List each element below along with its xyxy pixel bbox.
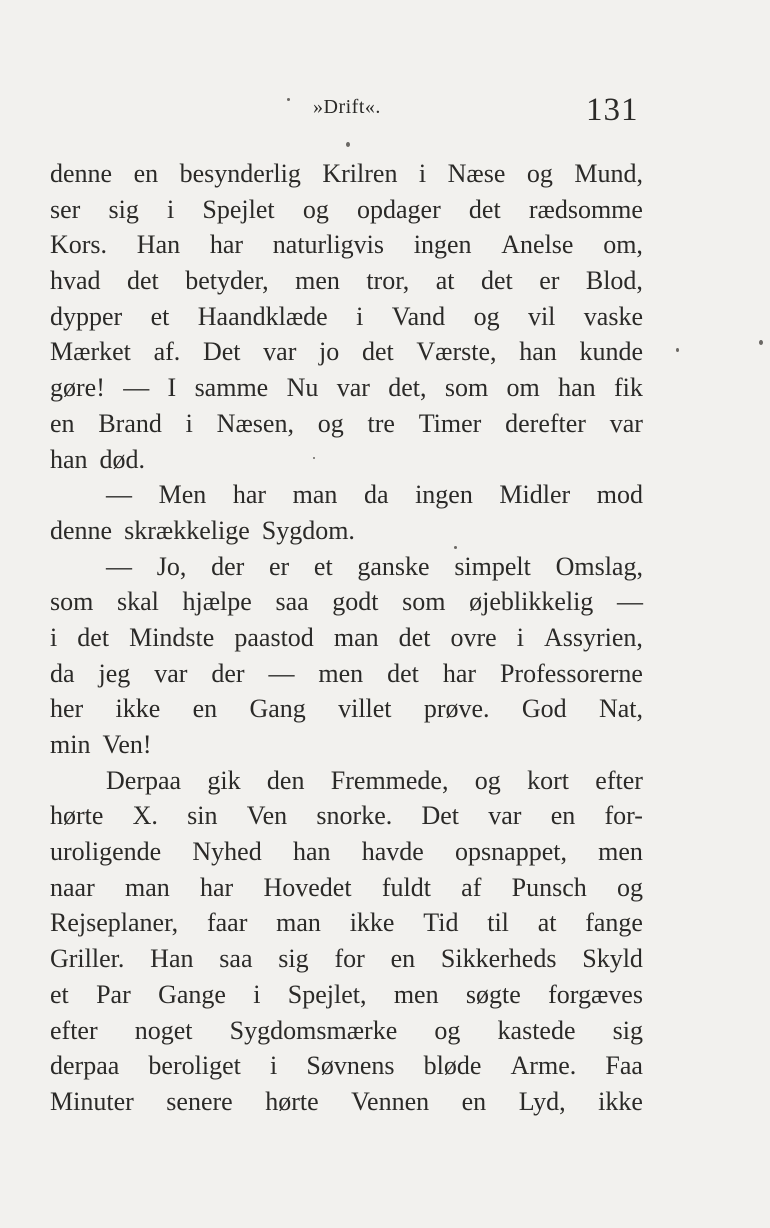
- word: senere: [166, 1086, 233, 1116]
- word: har: [442, 658, 477, 688]
- text-line: [50, 406, 643, 442]
- word: Omslag,: [555, 551, 643, 581]
- word: derpaa: [50, 1051, 120, 1081]
- word: betyder,: [185, 266, 269, 296]
- word: som: [444, 373, 489, 403]
- word: Det: [421, 801, 460, 831]
- word: der: [211, 551, 245, 581]
- word: Par: [96, 979, 131, 1009]
- text-line: [50, 263, 643, 299]
- word: ganske: [357, 551, 430, 581]
- word: man: [292, 480, 338, 510]
- word: til: [487, 908, 509, 938]
- word: han: [519, 337, 557, 367]
- word: samme: [194, 373, 269, 403]
- text-line: [50, 798, 643, 834]
- word: efter: [595, 765, 643, 795]
- word: Minuter: [50, 1086, 134, 1116]
- word: her: [50, 694, 84, 724]
- print-speck: [759, 340, 763, 345]
- word: fuldt: [381, 872, 431, 902]
- word: har: [200, 872, 234, 902]
- word: i: [356, 301, 364, 331]
- word: ovre: [450, 622, 497, 652]
- word: Søvnens: [306, 1051, 395, 1081]
- word: ikke: [598, 1086, 643, 1116]
- word: og: [526, 159, 553, 188]
- word: fik: [614, 373, 643, 403]
- word: det: [77, 622, 110, 652]
- word: hørte: [50, 801, 104, 831]
- word: fange: [585, 908, 643, 938]
- word: denne: [50, 515, 113, 545]
- word: kort: [527, 765, 569, 795]
- word: søgte: [465, 979, 521, 1009]
- text-line: [50, 1084, 643, 1120]
- word: Brand: [98, 408, 162, 438]
- word: naturligvis: [272, 230, 385, 260]
- word: sig: [278, 944, 309, 974]
- word: ser: [50, 194, 81, 224]
- word: i: [418, 159, 427, 188]
- word: Derpaa: [106, 765, 182, 795]
- word: en: [550, 801, 576, 831]
- word: Arme.: [510, 1051, 577, 1081]
- word: —: [106, 480, 132, 510]
- word: og: [302, 194, 329, 224]
- word: God: [521, 694, 567, 724]
- word: I: [167, 373, 177, 403]
- word: Mindste: [129, 622, 215, 652]
- word: for-: [604, 801, 643, 831]
- word: Hovedet: [263, 872, 352, 902]
- word: Rejseplaner,: [50, 908, 179, 938]
- word: i: [50, 622, 58, 652]
- word: Kors.: [50, 230, 108, 260]
- word: en: [50, 408, 75, 438]
- word: sig: [612, 1015, 643, 1045]
- word: ikke: [115, 694, 161, 724]
- word: Han: [150, 944, 194, 974]
- word: han: [558, 373, 596, 403]
- text-line: [50, 727, 643, 763]
- word: en: [133, 159, 159, 188]
- text-line: [50, 620, 643, 656]
- word: Ven: [246, 801, 288, 831]
- word: villet: [338, 694, 392, 724]
- word: hvad: [50, 266, 101, 296]
- word: min: [50, 730, 91, 759]
- text-line: [50, 870, 643, 906]
- word: ingen: [413, 230, 472, 260]
- text-line: [50, 763, 643, 799]
- word: i: [516, 622, 524, 652]
- word: derefter: [505, 408, 586, 438]
- word: var: [488, 801, 522, 831]
- body-text: [50, 156, 643, 1120]
- word: kastede: [497, 1015, 576, 1045]
- text-line: [50, 334, 643, 370]
- word: og: [434, 1015, 461, 1045]
- word: efter: [50, 1015, 98, 1045]
- word: var: [336, 373, 370, 403]
- word: Fremmede,: [330, 765, 449, 795]
- word: er: [268, 551, 290, 581]
- word: at: [537, 908, 557, 938]
- word: Mund,: [574, 159, 643, 188]
- word: dypper: [50, 301, 123, 331]
- word: og: [317, 408, 344, 438]
- word: har: [209, 230, 244, 260]
- word: død.: [99, 444, 146, 474]
- word: det: [468, 194, 501, 224]
- word: da: [50, 658, 75, 688]
- word: Griller.: [50, 944, 125, 974]
- word: Han: [136, 230, 181, 260]
- word: Værste,: [416, 337, 497, 367]
- word: men: [598, 837, 643, 867]
- word: Det: [202, 337, 241, 367]
- word: og: [473, 301, 500, 331]
- text-line: [50, 192, 643, 228]
- word: Anelse: [501, 230, 574, 260]
- word: —: [123, 373, 150, 403]
- word: man: [276, 908, 321, 938]
- word: det: [480, 266, 513, 296]
- word: Assyrien,: [544, 622, 643, 652]
- word: som: [402, 587, 446, 617]
- word: Men: [158, 480, 207, 510]
- word: uroligende: [50, 837, 162, 867]
- word: snorke.: [316, 801, 393, 831]
- word: tre: [367, 408, 395, 438]
- word: Vand: [391, 301, 446, 331]
- word: saa: [219, 944, 253, 974]
- word: for: [334, 944, 365, 974]
- word: hjælpe: [182, 587, 252, 617]
- word: bløde: [423, 1051, 482, 1081]
- print-speck: [287, 98, 290, 101]
- word: simpelt: [454, 551, 531, 581]
- word: X.: [132, 801, 158, 831]
- word: faar: [206, 908, 248, 938]
- word: af: [461, 872, 482, 902]
- word: vil: [527, 301, 556, 331]
- text-line: [50, 656, 643, 692]
- word: Nat,: [598, 694, 643, 724]
- word: i: [185, 408, 193, 438]
- word: godt: [332, 587, 379, 617]
- word: en: [461, 1086, 487, 1116]
- word: beroliget: [148, 1051, 241, 1081]
- print-speck: [454, 546, 457, 549]
- word: i: [167, 194, 175, 224]
- word: Gang: [249, 694, 306, 724]
- word: at: [435, 266, 455, 296]
- word: tror,: [366, 266, 410, 296]
- word: i: [269, 1051, 278, 1081]
- word: opdager: [356, 194, 441, 224]
- word: gøre!: [50, 373, 105, 403]
- word: paastod: [234, 622, 314, 652]
- word: denne: [50, 159, 113, 188]
- word: en: [390, 944, 416, 974]
- word: gik: [207, 765, 241, 795]
- word: øjeblikkelig: [469, 587, 594, 617]
- print-speck: [676, 348, 679, 352]
- word: hørte: [265, 1086, 319, 1116]
- word: Professorerne: [499, 658, 643, 688]
- word: Sygdom.: [261, 515, 355, 545]
- text-line: [50, 370, 643, 406]
- word: et: [50, 979, 69, 1009]
- word: det: [387, 658, 419, 688]
- word: i: [253, 979, 261, 1009]
- word: noget: [134, 1015, 193, 1045]
- word: Spejlet,: [287, 979, 367, 1009]
- word: naar: [50, 872, 95, 902]
- word: kunde: [579, 337, 643, 367]
- text-line: [50, 941, 643, 977]
- word: Lyd,: [518, 1086, 566, 1116]
- word: Blod,: [585, 266, 643, 296]
- word: men: [295, 266, 340, 296]
- word: Nyhed: [192, 837, 262, 867]
- text-line: [50, 156, 643, 192]
- word: Skyld: [582, 944, 643, 974]
- word: Midler: [499, 480, 571, 510]
- word: prøve.: [423, 694, 490, 724]
- word: opsnappet,: [455, 837, 567, 867]
- word: Ven!: [102, 730, 152, 759]
- word: om: [506, 373, 540, 403]
- word: mod: [596, 480, 643, 510]
- word: Gange: [158, 979, 226, 1009]
- word: Mærket: [50, 337, 131, 367]
- word: Tid: [423, 908, 459, 938]
- word: et: [150, 301, 170, 331]
- word: —: [268, 658, 295, 688]
- word: Næsen,: [216, 408, 294, 438]
- word: forgæves: [548, 979, 643, 1009]
- word: man: [333, 622, 379, 652]
- word: om,: [603, 230, 643, 260]
- word: Faa: [605, 1051, 643, 1081]
- word: sig: [108, 194, 139, 224]
- word: ingen: [415, 480, 473, 510]
- text-line: [50, 905, 643, 941]
- word: har: [232, 480, 267, 510]
- text-line: [50, 549, 643, 585]
- word: —: [106, 551, 132, 581]
- word: og: [617, 872, 643, 902]
- word: Jo,: [156, 551, 187, 581]
- text-line: [50, 442, 643, 478]
- word: det: [398, 622, 431, 652]
- word: han: [50, 444, 88, 474]
- word: var: [154, 658, 188, 688]
- print-speck: [346, 142, 350, 147]
- word: man: [125, 872, 170, 902]
- word: det: [127, 266, 159, 296]
- word: der: [211, 658, 245, 688]
- word: vaske: [583, 301, 643, 331]
- word: skrækkelige: [124, 515, 250, 545]
- text-line: [50, 1013, 643, 1049]
- text-line: [50, 834, 643, 870]
- word: Timer: [418, 408, 482, 438]
- word: det,: [388, 373, 427, 403]
- word: af.: [153, 337, 181, 367]
- word: havde: [361, 837, 424, 867]
- word: det: [361, 337, 394, 367]
- word: en: [192, 694, 218, 724]
- word: Spejlet: [202, 194, 275, 224]
- word: Sygdomsmærke: [229, 1015, 398, 1045]
- word: Sikkerheds: [440, 944, 557, 974]
- word: saa: [275, 587, 309, 617]
- text-line: [50, 1048, 643, 1084]
- word: jeg: [98, 658, 131, 688]
- text-line: [50, 691, 643, 727]
- word: besynderlig: [179, 159, 301, 188]
- word: sin: [187, 801, 218, 831]
- word: han: [292, 837, 331, 867]
- text-line: [50, 977, 643, 1013]
- text-line: [50, 299, 643, 335]
- word: Punsch: [511, 872, 587, 902]
- page-number: 131: [586, 92, 639, 128]
- running-title: »Drift«.: [313, 96, 381, 118]
- print-speck: [313, 457, 315, 459]
- text-line: [50, 584, 643, 620]
- word: skal: [116, 587, 159, 617]
- running-head: [0, 92, 770, 132]
- word: var: [609, 408, 643, 438]
- text-line: [50, 227, 643, 263]
- word: men: [318, 658, 364, 688]
- word: et: [313, 551, 333, 581]
- word: Haandklæde: [197, 301, 328, 331]
- word: Nu: [286, 373, 319, 403]
- word: Næse: [447, 159, 506, 188]
- word: rædsomme: [528, 194, 643, 224]
- text-line: [50, 513, 643, 549]
- word: var: [263, 337, 297, 367]
- word: og: [474, 765, 501, 795]
- word: den: [266, 765, 305, 795]
- word: som: [50, 587, 94, 617]
- word: Vennen: [351, 1086, 430, 1116]
- word: er: [539, 266, 560, 296]
- word: —: [616, 587, 643, 617]
- word: da: [363, 480, 389, 510]
- text-line: [50, 477, 643, 513]
- word: Krilren: [322, 159, 398, 188]
- word: men: [393, 979, 439, 1009]
- word: ikke: [349, 908, 395, 938]
- word: jo: [319, 337, 340, 367]
